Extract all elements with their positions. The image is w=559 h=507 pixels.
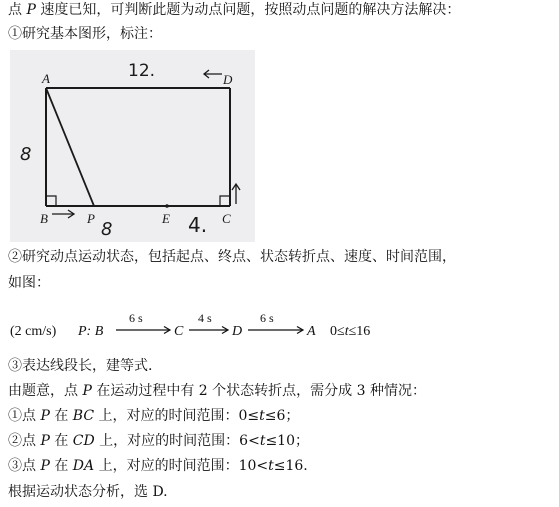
range-label: 0≤t≤16 xyxy=(330,324,371,339)
label-b: B xyxy=(40,211,48,226)
annotation-right-bottom-length: 4. xyxy=(188,213,208,237)
point-a-label: A xyxy=(307,324,316,339)
rectangle-figure xyxy=(10,50,255,242)
label-p: P xyxy=(87,211,95,226)
var-p: P xyxy=(40,458,50,474)
point-c-label: C xyxy=(174,324,184,339)
text-span: ①点 xyxy=(8,408,41,424)
point-e xyxy=(165,204,169,208)
text-line-1 xyxy=(8,0,460,20)
text-span: 在运动过程中有 2 个状态转折点，需分成 3 种情况： xyxy=(91,383,426,399)
label-c: C xyxy=(222,211,231,226)
var-t: t xyxy=(259,408,265,424)
annotation-top-length: 12. xyxy=(128,61,156,81)
text-line-8 xyxy=(8,431,309,451)
text-span: ≤16. xyxy=(273,458,308,474)
segment-name: CD xyxy=(72,433,95,449)
var-p: P xyxy=(26,2,36,18)
text-span: 上，对应的时间范围：0≤ xyxy=(94,408,260,424)
text-span: 由题意，点 xyxy=(8,383,83,399)
annotation-bottom-length: 8 xyxy=(101,219,113,240)
text-span: ≤10； xyxy=(265,433,309,449)
var-t: t xyxy=(268,458,274,474)
seg1-time: 6 s xyxy=(129,311,143,325)
text-span: 上，对应的时间范围：10< xyxy=(94,458,269,474)
label-a: A xyxy=(42,71,50,86)
text-span: 在 xyxy=(49,458,73,474)
seg3-time: 6 s xyxy=(260,311,274,325)
var-p: P xyxy=(40,433,50,449)
text-span: ②点 xyxy=(8,433,41,449)
segment-name: DA xyxy=(72,458,95,474)
var-p: P xyxy=(82,383,92,399)
text-span: 在 xyxy=(49,433,73,449)
start-label: P: B xyxy=(78,324,104,339)
arrow-b-to-c xyxy=(116,327,170,334)
text-line-7 xyxy=(8,406,299,426)
text-line-2: ①研究基本图形，标注： xyxy=(8,26,162,42)
text-span: 在 xyxy=(49,408,73,424)
seg2-time: 4 s xyxy=(198,311,212,325)
point-d-label: D xyxy=(232,324,243,339)
arrow-c-to-d xyxy=(189,327,228,334)
text-line-9 xyxy=(8,456,308,476)
text-span: 速度已知，可判断此题为动点问题，按照动点问题的解决方法解决： xyxy=(35,2,461,18)
text-line-4: 如图： xyxy=(8,275,50,291)
text-line-5: ③表达线段长，建等式. xyxy=(8,358,153,374)
motion-diagram xyxy=(8,308,408,348)
text-line-6 xyxy=(8,381,426,401)
annotation-left-length: 8 xyxy=(20,144,32,165)
label-d: D xyxy=(223,72,233,87)
var-p: P xyxy=(40,408,50,424)
var-t: t xyxy=(259,433,266,449)
speed-label: (2 cm/s) xyxy=(10,324,57,339)
text-span: ≤6； xyxy=(264,408,300,424)
segment-name: BC xyxy=(72,408,95,424)
arrow-d-to-a xyxy=(248,327,303,334)
label-e: E xyxy=(162,211,170,226)
text-line-3: ②研究动点运动状态，包括起点、终点、状态转折点、速度、时间范围， xyxy=(8,249,456,265)
text-span: ③点 xyxy=(8,458,41,474)
text-span: 上，对应的时间范围：6< xyxy=(94,433,260,449)
text-span: 点 xyxy=(8,2,27,18)
text-line-10: 根据运动状态分析，选 D. xyxy=(8,484,168,500)
